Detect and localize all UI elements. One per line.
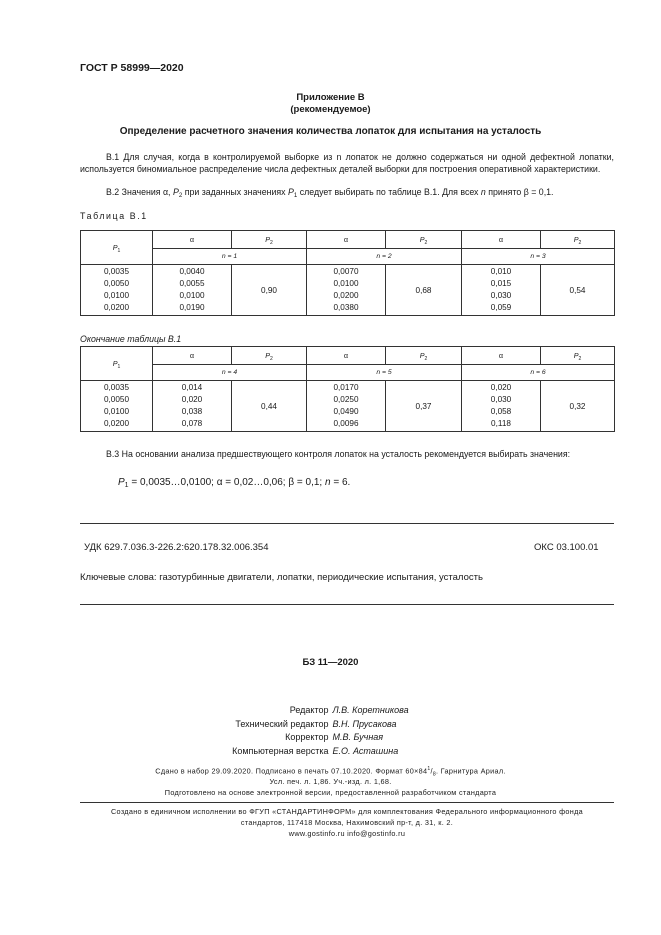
- p1-header: $P_1$: [81, 231, 153, 265]
- annex-heading: [0, 92, 661, 116]
- alpha-values-cell: 0,020 0,030 0,058 0,118: [462, 381, 541, 432]
- alpha-values-cell: 0,0170 0,0250 0,0490 0,0096: [307, 381, 386, 432]
- p2-header: $P_2$: [386, 231, 462, 249]
- footer-line: стандартов, 117418 Москва, Нахимовский пр-т, д. 31, к. 2.: [240, 818, 454, 827]
- alpha-values-cell: 0,0040 0,0055 0,0100 0,0190: [153, 265, 232, 316]
- p2-value-cell: 0,37: [386, 381, 462, 432]
- keywords: Ключевые слова: газотурбинные двигатели, лопатки, периодические испытания, усталость: [80, 572, 483, 583]
- divider: [80, 523, 614, 524]
- standard-number: ГОСТ Р 58999—2020: [80, 62, 184, 74]
- p2-value-cell: 0,32: [541, 381, 615, 432]
- annex-title: Приложение В: [296, 92, 365, 103]
- printing-line: Усл. печ. л. 1,86. Уч.-изд. л. 1,68.: [269, 777, 392, 787]
- alpha-values-cell: 0,010 0,015 0,030 0,059: [462, 265, 541, 316]
- publisher-footer: [80, 806, 614, 839]
- p2-header: $P_2$: [232, 347, 307, 365]
- p2-value-cell: 0,68: [386, 265, 462, 316]
- staff-row: Технический редактор В.Н. Прусакова: [235, 718, 397, 729]
- printing-info: [0, 764, 661, 798]
- p2-value-cell: 0,54: [541, 265, 615, 316]
- alpha-header: α: [307, 347, 386, 365]
- p2-value-cell: 0,90: [232, 265, 307, 316]
- table-b1-continued: [80, 346, 615, 432]
- n-label: n = 2: [307, 249, 462, 265]
- footer-line: www.gostinfo.ru info@gostinfo.ru: [288, 829, 406, 838]
- n-label: n = 5: [307, 365, 462, 381]
- alpha-header: α: [307, 231, 386, 249]
- divider: [80, 604, 614, 605]
- udk-code: УДК 629.7.036.3-226.2:620.178.32.006.354: [84, 542, 269, 553]
- paragraph-b3: В.3 На основании анализа предшествующего контроля лопаток на усталость рекомендуется выбирать значения:: [106, 449, 571, 459]
- paragraph-b1: В.1 Для случая, когда в контролируемой выборке из n лопаток не должно содержаться ни одной дефектной лопатки, используется биномиальное распределение числа дефектных деталей выборки для построения оперативной характеристики.: [80, 152, 614, 174]
- staff-row: Корректор М.В. Бучная: [285, 732, 384, 742]
- alpha-header: α: [462, 231, 541, 249]
- table-b1: [80, 230, 615, 316]
- n-label: n = 4: [153, 365, 307, 381]
- table-caption: Таблица В.1: [80, 211, 148, 221]
- oks-code: ОКС 03.100.01: [534, 542, 599, 553]
- editorial-staff: [0, 704, 661, 758]
- alpha-values-cell: 0,0070 0,0100 0,0200 0,0380: [307, 265, 386, 316]
- staff-row: Компьютерная верстка Е.О. Асташина: [232, 745, 399, 756]
- p1-values-cell: 0,0035 0,0050 0,0100 0,0200: [81, 265, 153, 316]
- p2-value-cell: 0,44: [232, 381, 307, 432]
- paragraph-b2: В.2 Значения α, $P_2$ при заданных значениях $P_1$ следует выбирать по таблице В.1. Для всех n принято β = 0,1.: [106, 187, 554, 199]
- alpha-header: α: [153, 347, 232, 365]
- n-label: n = 1: [153, 249, 307, 265]
- p1-header: $P_1$: [81, 347, 153, 381]
- p2-header: $P_2$: [232, 231, 307, 249]
- n-label: n = 6: [462, 365, 615, 381]
- printing-line: Сдано в набор 29.09.2020. Подписано в печать 07.10.2020. Формат $60\times 84^1/_8$. Гарнитура Ариал.: [155, 766, 506, 778]
- divider: [80, 802, 614, 803]
- table-continuation-caption: Окончание таблицы В.1: [80, 334, 182, 344]
- p1-values-cell: 0,0035 0,0050 0,0100 0,0200: [81, 381, 153, 432]
- p2-header: $P_2$: [541, 231, 615, 249]
- staff-row: Редактор Л.В. Коретникова: [289, 705, 409, 715]
- alpha-header: α: [153, 231, 232, 249]
- printing-line: Подготовлено на основе электронной версии, предоставленной разработчиком стандарта: [164, 788, 497, 798]
- p2-header: $P_2$: [386, 347, 462, 365]
- alpha-header: α: [462, 347, 541, 365]
- recommended-values-formula: $P_1$ = 0,0035…0,0100; α = 0,02…0,06; β = 0,1; n = 6.: [118, 477, 351, 489]
- n-label: n = 3: [462, 249, 615, 265]
- annex-kind: (рекомендуемое): [290, 104, 371, 115]
- bz-number: БЗ 11—2020: [302, 657, 359, 668]
- alpha-values-cell: 0,014 0,020 0,038 0,078: [153, 381, 232, 432]
- p2-header: $P_2$: [541, 347, 615, 365]
- section-title: Определение расчетного значения количества лопаток для испытания на усталость: [119, 126, 542, 137]
- footer-line: Создано в единичном исполнении во ФГУП «СТАНДАРТИНФОРМ» для комплектования Федерального информационного фонда: [110, 807, 584, 816]
